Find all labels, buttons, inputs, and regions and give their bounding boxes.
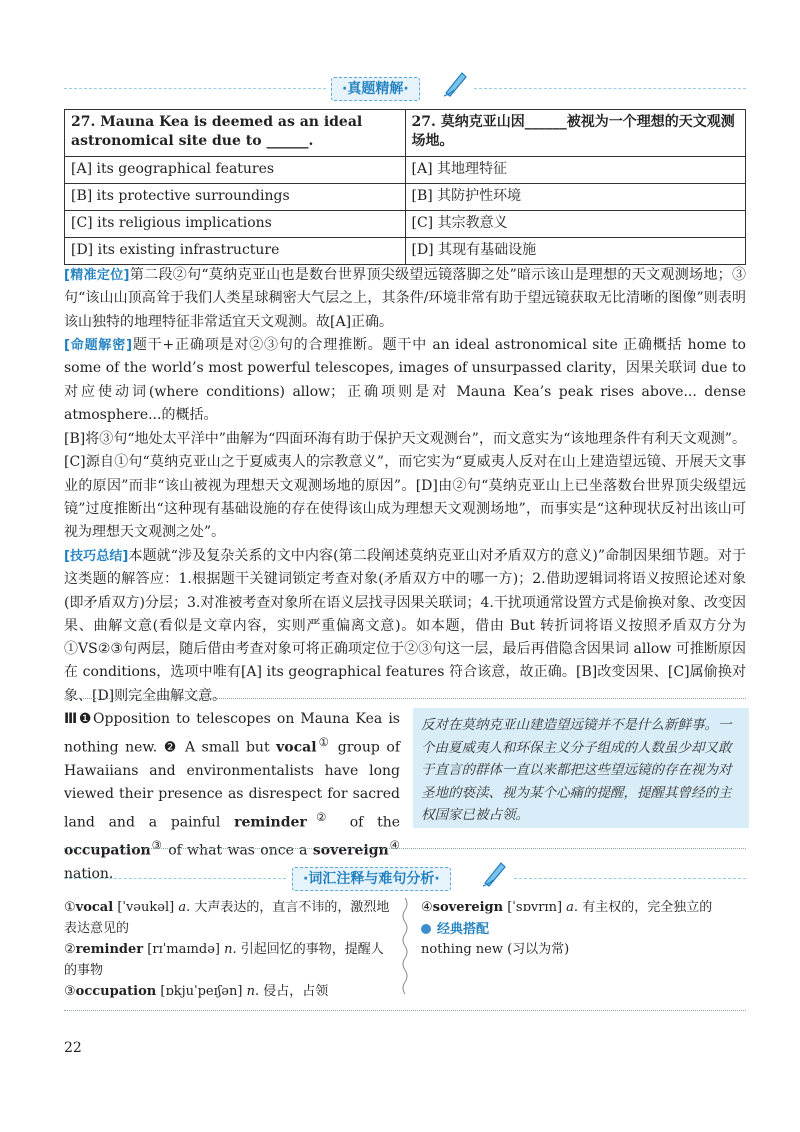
vocab-phonetic: [ˈvəukəl] <box>117 900 175 915</box>
option-en-c: [C] its religious implications <box>65 211 406 238</box>
section-title: ·真题精解· <box>331 77 420 101</box>
vocab-definition: 有主权的，完全独立的 <box>582 900 713 915</box>
vocab-headword: reminder <box>75 942 144 957</box>
bullet-icon <box>421 924 431 934</box>
option-zh-b: [B] 其防护性环境 <box>405 184 746 211</box>
vocab-headword: sovereign <box>432 900 504 915</box>
footnote-mark: ① <box>316 735 332 749</box>
sentence-2-part: A small but <box>184 739 270 756</box>
option-en-b: [B] its protective surroundings <box>65 184 406 211</box>
vocab-headword: vocal <box>75 900 114 915</box>
pen-icon <box>440 68 470 98</box>
analysis-text: 第二段②句“莫纳克亚山也是数台世界顶尖级望远镜落脚之处”暗示该山是理想的天文观测场地；③句“该山山顶高耸于我们人类星球稠密大气层之上，其条件/环境非常有助于望远镜获取无比清晰的图像”则表明该山独特的地理特征非常适宜天文观测。故[A]正确。 <box>64 267 746 330</box>
section-title: ·词汇注释与难句分析· <box>292 867 451 891</box>
vocab-entry <box>64 898 394 939</box>
vocab-pos: a. <box>178 900 191 915</box>
page-number: 22 <box>64 1040 82 1056</box>
divider <box>64 698 746 699</box>
vocab-pos: a. <box>566 900 579 915</box>
section-banner-vocab <box>0 862 800 894</box>
vocab-num: ② <box>64 942 76 957</box>
vocab-list-right <box>421 898 741 961</box>
analysis-distractors <box>64 428 746 544</box>
vocab-definition: 侵占，占领 <box>263 984 329 999</box>
collocation-item: nothing new (习以为常) <box>421 942 570 957</box>
vocab-word: vocal <box>276 739 317 756</box>
vocab-phonetic: [ˈsɒvrɪn] <box>507 900 563 915</box>
vocab-num: ③ <box>64 984 76 999</box>
vocab-num: ① <box>64 900 76 915</box>
analysis-decode <box>64 334 746 427</box>
vocab-definition: 大声表达的，直言不讳的，激烈地表达意见的 <box>64 900 390 936</box>
analysis-technique <box>64 545 746 708</box>
sentence-1: Opposition to telescopes on Mauna Kea is nothing new. <box>64 711 400 756</box>
vocab-entry <box>421 898 741 919</box>
translation-box: 反对在莫纳克亚山建造望远镜并不是什么新鲜事。一个由夏威夷人和环保主义分子组成的人数虽少却又敢于直言的群体一直以来都把这些望远镜的存在视为对圣地的亵渎、视为某个心痛的提醒，提醒其曾经的主权国家已被占领。 <box>413 708 749 828</box>
pen-icon <box>479 858 509 888</box>
collocation-heading: 经典搭配 <box>421 920 741 941</box>
vocab-word: sovereign <box>312 842 389 859</box>
section-banner-exam-analysis <box>0 72 800 104</box>
analysis-tag: [命题解密] <box>64 338 133 353</box>
vocab-word: reminder <box>234 814 307 831</box>
analysis-tag: [技巧总结] <box>64 549 129 564</box>
vocab-num: ④ <box>421 900 433 915</box>
question-stem-en: 27. Mauna Kea is deemed as an ideal astronomical site due to ______. <box>65 110 406 157</box>
paragraph-marker: Ⅲ <box>64 711 78 727</box>
sentence-2-part: nation. <box>64 865 114 882</box>
analysis-tag: [精准定位] <box>64 268 130 283</box>
vocab-entry <box>64 982 394 1003</box>
option-zh-d: [D] 其现有基础设施 <box>405 238 746 265</box>
option-zh-c: [C] 其宗教意义 <box>405 211 746 238</box>
divider <box>64 848 746 849</box>
sentence-2-part: of what was once a <box>168 842 308 859</box>
question-table <box>64 109 746 265</box>
analysis-text: 题干+正确项是对②③句的合理推断。题干中 an ideal astronomical site 正确概括 home to some of the world’s most powerful telescopes, images of unsurpassed clarity，因果关联词 due to 对应使动词(where conditions) allow；正确项则是对 Mauna Kea’s peak rises above... dense atmosphere...的概括。 <box>64 337 746 423</box>
reading-passage <box>64 708 400 886</box>
option-en-a: [A] its geographical features <box>65 157 406 184</box>
divider <box>64 1010 746 1011</box>
sentence-2-part: of the <box>349 814 401 831</box>
analysis-locate <box>64 264 746 334</box>
vocab-list <box>64 898 394 1004</box>
vocab-definition: 引起回忆的事物，提醒人的事物 <box>64 942 384 978</box>
vocab-word: occupation <box>64 842 151 859</box>
analysis-text: [B]将③句“地处太平洋中”曲解为“四面环海有助于保护天文观测台”，而文意实为“该地理条件有利天文观测”。[C]源自①句“莫纳克亚山之于夏威夷人的宗教意义”，而它实为“夏威夷人反对在山上建造望远镜、开展天文事业的原因”而非“该山被视为理想天文观测场地的原因”。[D]由②句“莫纳克亚山上已坐落数台世界顶尖级望远镜”过度推断出“这种现有基础设施的存在使得该山成为理想天文观测场地”，而事实是“这种现状反衬出该山可视为理想天文观测之处”。 <box>64 431 746 541</box>
sentence-number: ❷ <box>163 739 179 756</box>
vocab-phonetic: [ɒkjuˈpeɪʃən] <box>160 984 243 999</box>
option-en-d: [D] its existing infrastructure <box>65 238 406 265</box>
footnote-mark: ② <box>306 809 336 824</box>
vocab-phonetic: [rɪˈmaɪndə] <box>147 942 220 957</box>
vocab-headword: occupation <box>75 984 157 999</box>
footnote-mark: ④ <box>388 838 401 853</box>
question-stem-zh: 27. 莫纳克亚山因______被视为一个理想的天文观测场地。 <box>405 110 746 157</box>
sentence-number: ❶ <box>77 711 94 727</box>
footnote-mark: ③ <box>150 838 163 853</box>
sentence-2-part: group of Hawaiians and environmentalists have long viewed their presence as disrespect for sacred land and a painful <box>64 739 400 831</box>
vocab-pos: n. <box>224 942 237 957</box>
option-zh-a: [A] 其地理特征 <box>405 157 746 184</box>
vocab-entry <box>64 940 394 981</box>
vocab-pos: n. <box>246 984 260 999</box>
analysis-text: 本题就“涉及复杂关系的文中内容(第二段阐述莫纳克亚山对矛盾双方的意义)”命制因果细节题。对于这类题的解答应：1.根据题干关键词锁定考查对象(矛盾双方中的哪一方)；2.借助逻辑词将语义按照论述对象(即矛盾双方)分层；3.对准被考查对象所在语义层找寻因果关联词；4.干扰项通常设置方式是偷换对象、改变因果、曲解文意(看似是文章内容，实则严重偏离文意)。如本题，借由 But 转折词将语义按照矛盾双方分为①VS②③句两层，随后借由考查对象可将正确项定位于②③句这一层，最后再借隐含因果词 allow 可推断原因在 conditions，选项中唯有[A] its geographical features 符合该意，故正确。[B]改变因果、[C]属偷换对象、[D]则完全曲解文意。 <box>64 548 746 704</box>
wavy-divider <box>400 898 410 998</box>
